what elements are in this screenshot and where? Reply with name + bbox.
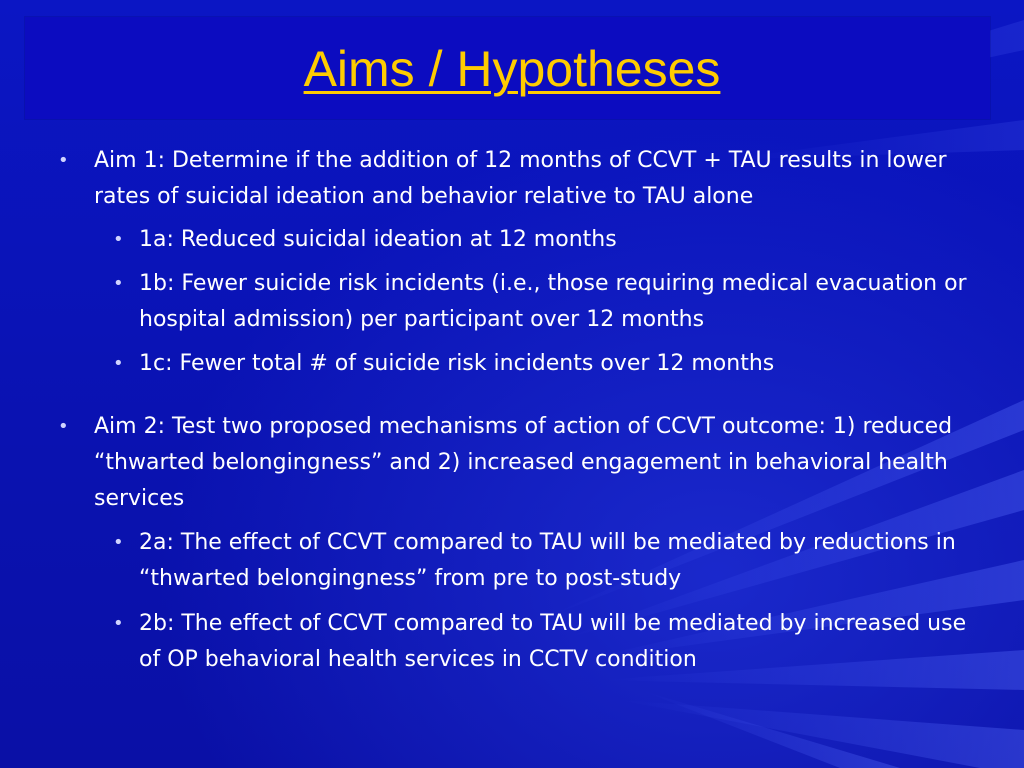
bullet-dot-icon: • (113, 532, 124, 553)
bullet-text: 1a: Reduced suicidal ideation at 12 months (139, 227, 617, 252)
bullet-1b (113, 266, 989, 338)
bullet-text: 1b: Fewer suicide risk incidents (i.e., those requiring medical evacuation or hospital admission) per participant over 12 months (139, 271, 967, 332)
slide-title: Aims / Hypotheses (303, 41, 721, 97)
bullet-text: 2a: The effect of CCVT compared to TAU will be mediated by reductions in “thwarted belongingness” from pre to post-study (139, 530, 956, 591)
bullet-dot-icon: • (58, 150, 69, 171)
bullet-text: Aim 1: Determine if the addition of 12 months of CCVT + TAU results in lower rates of suicidal ideation and behavior relative to TAU alone (94, 148, 947, 209)
bullet-text: Aim 2: Test two proposed mechanisms of action of CCVT outcome: 1) reduced “thwarted belongingness” and 2) increased engagement in behavioral health services (94, 414, 953, 511)
bullet-2b (113, 606, 989, 678)
bullet-dot-icon: • (58, 416, 69, 437)
bullet-aim-1 (58, 143, 974, 215)
bullet-dot-icon: • (113, 613, 124, 634)
bullet-aim-2 (58, 409, 974, 517)
bullet-dot-icon: • (113, 353, 124, 374)
bullet-2a (113, 525, 989, 597)
bullet-text: 2b: The effect of CCVT compared to TAU will be mediated by increased use of OP behavioral health services in CCTV condition (139, 611, 967, 672)
bullet-dot-icon: • (113, 273, 124, 294)
bullet-text: 1c: Fewer total # of suicide risk incidents over 12 months (139, 351, 775, 376)
bullet-1a (113, 222, 989, 258)
bullet-dot-icon: • (113, 229, 124, 250)
bullet-1c (113, 346, 989, 382)
